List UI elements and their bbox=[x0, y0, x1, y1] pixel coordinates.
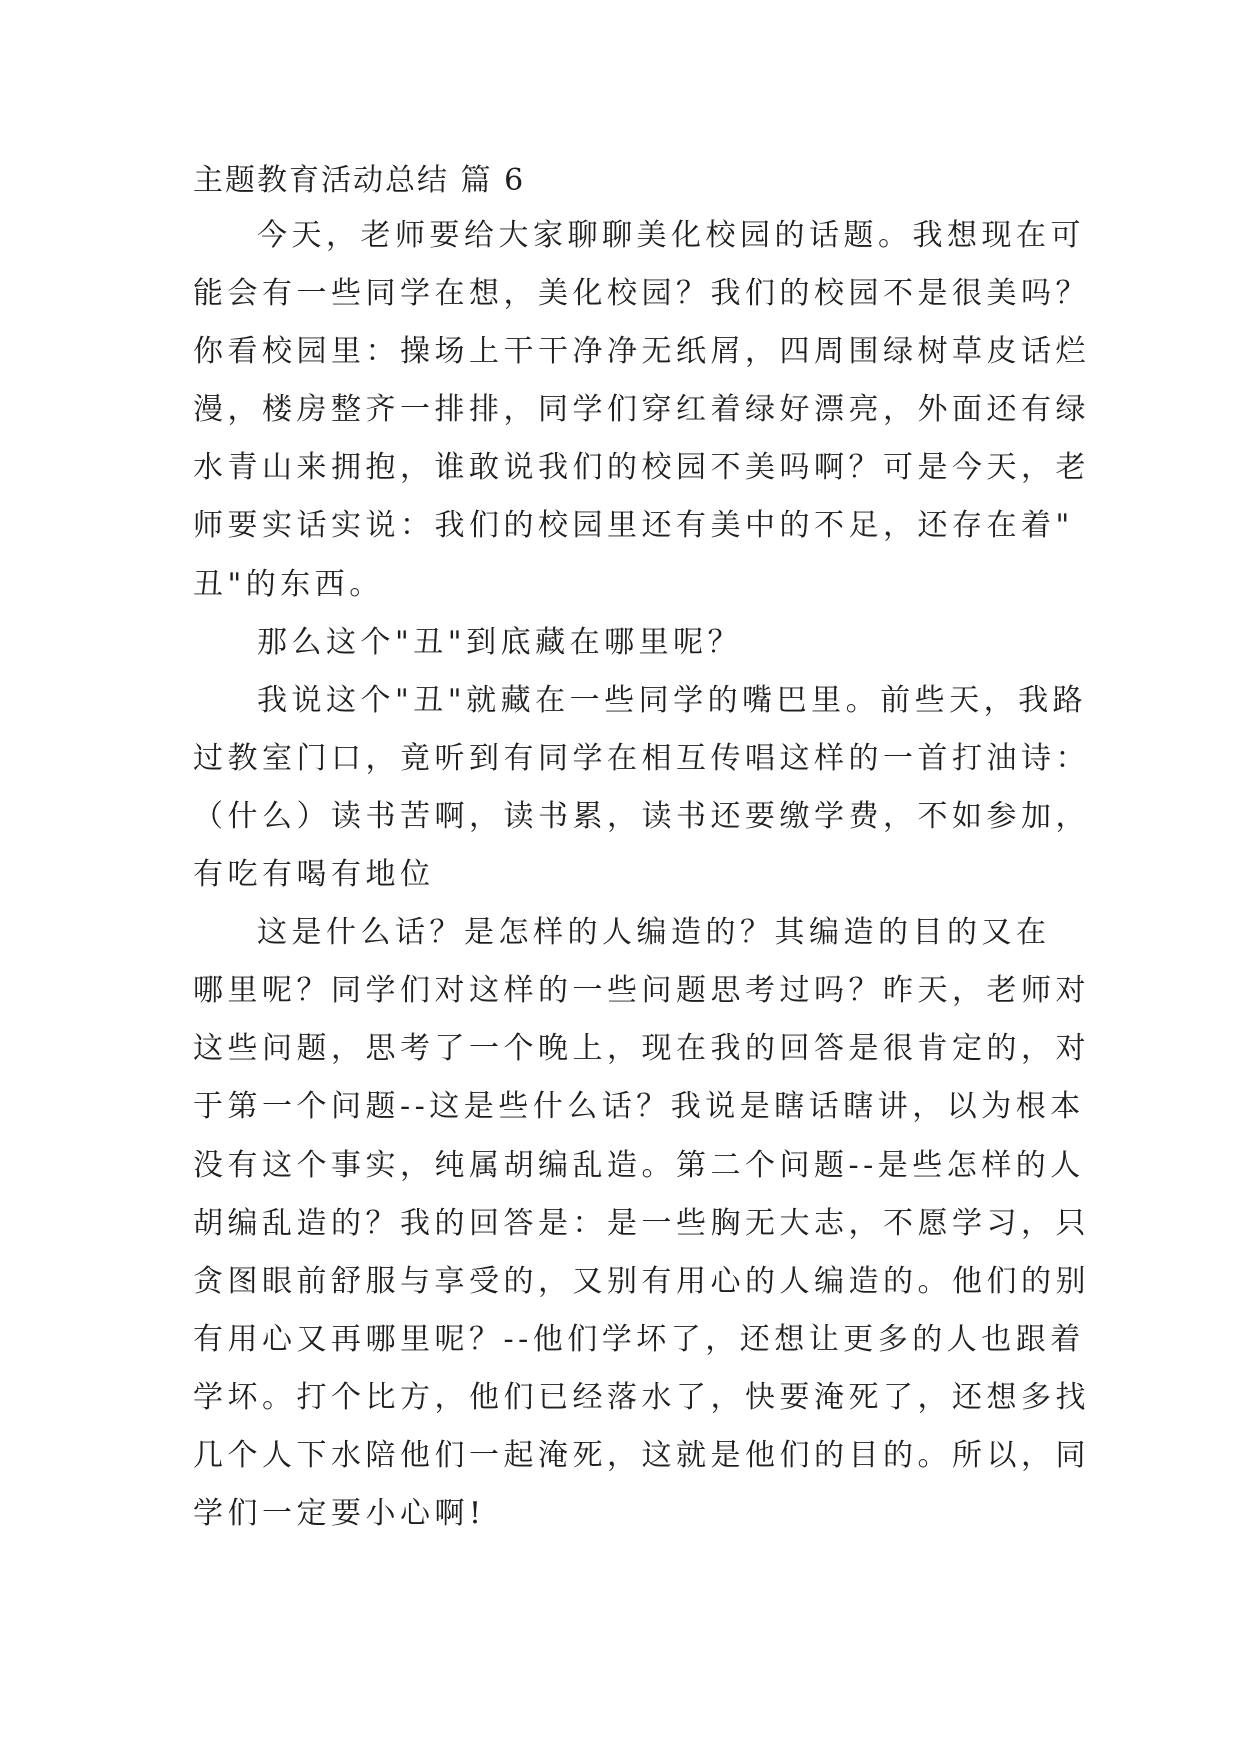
text-line: 今天，老师要给大家聊聊美化校园的话题。我想现在可 bbox=[257, 218, 1085, 253]
text-line: 胡编乱造的？我的回答是：是一些胸无大志，不愿学习，只 bbox=[193, 1205, 1090, 1241]
text-line: 过教室门口，竟听到有同学在相互传唱这样的一首打油诗： bbox=[193, 740, 1090, 776]
text-line: （什么）读书苦啊，读书累，读书还要缴学费，不如参加， bbox=[193, 798, 1090, 834]
text-line: 有用心又再哪里呢？--他们学坏了，还想让更多的人也跟着 bbox=[193, 1321, 1085, 1357]
paragraph-2 bbox=[193, 614, 1073, 672]
text-line: 几个人下水陪他们一起淹死，这就是他们的目的。所以，同 bbox=[193, 1437, 1090, 1473]
text-line: 你看校园里：操场上干干净净无纸屑，四周围绿树草皮话烂 bbox=[193, 334, 1090, 370]
text-line: 水青山来拥抱，谁敢说我们的校园不美吗啊？可是今天，老 bbox=[193, 450, 1090, 486]
paragraph-4 bbox=[193, 904, 1090, 1543]
document-title: 主题教育活动总结 篇 6 bbox=[193, 163, 526, 198]
text-line: 没有这个事实，纯属胡编乱造。第二个问题--是些怎样的人 bbox=[193, 1147, 1085, 1183]
text-line: 这些问题，思考了一个晚上，现在我的回答是很肯定的，对 bbox=[193, 1031, 1090, 1067]
text-line: 那么这个"丑"到底藏在哪里呢？ bbox=[257, 624, 743, 660]
text-line: 这是什么话？是怎样的人编造的？其编造的目的又在 bbox=[257, 915, 1051, 951]
text-line: 有吃有喝有地位 bbox=[193, 857, 435, 893]
text-line: 贪图眼前舒服与享受的，又别有用心的人编造的。他们的别 bbox=[193, 1263, 1090, 1299]
text-line: 学们一定要小心啊! bbox=[193, 1496, 486, 1532]
text-line: 能会有一些同学在想，美化校园？我们的校园不是很美吗？ bbox=[193, 276, 1090, 312]
text-line: 漫，楼房整齐一排排，同学们穿红着绿好漂亮，外面还有绿 bbox=[193, 392, 1090, 428]
text-line: 于第一个问题--这是些什么话？我说是瞎话瞎讲，以为根本 bbox=[193, 1089, 1085, 1125]
document-body bbox=[193, 163, 1090, 1543]
text-line: 学坏。打个比方，他们已经落水了，快要淹死了，还想多找 bbox=[193, 1379, 1090, 1415]
text-line: 师要实话实说：我们的校园里还有美中的不足，还存在着" bbox=[193, 508, 1074, 544]
text-line: 我说这个"丑"就藏在一些同学的嘴巴里。前些天，我路 bbox=[257, 682, 1088, 718]
text-line: 丑"的东西。 bbox=[193, 566, 384, 602]
paragraph-3 bbox=[193, 672, 1090, 904]
text-line: 哪里呢？同学们对这样的一些问题思考过吗？昨天，老师对 bbox=[193, 973, 1090, 1009]
paragraph-1 bbox=[193, 207, 1090, 614]
